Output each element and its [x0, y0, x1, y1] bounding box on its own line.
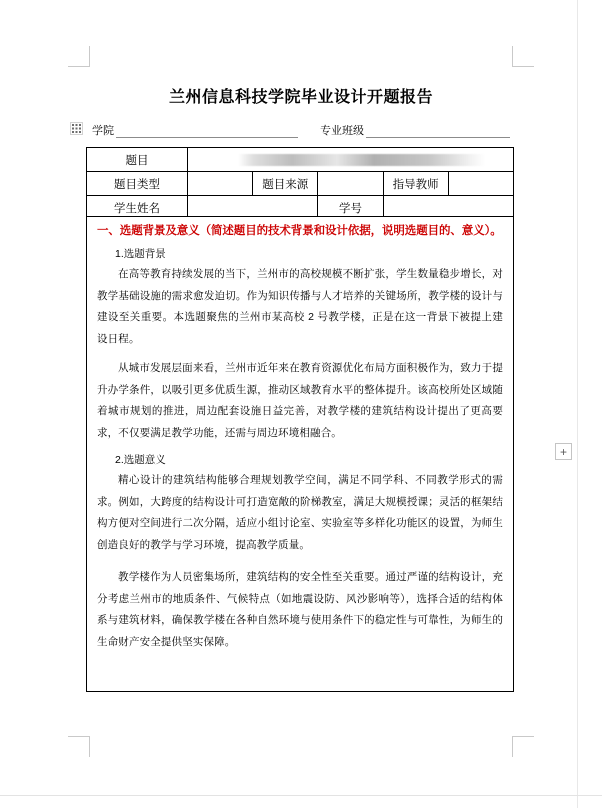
field-major-class[interactable] — [320, 124, 510, 138]
section-heading-background-significance: 一、选题背景及意义（简述题目的技术背景和设计依据，说明选题目的、意义）。 — [97, 225, 502, 237]
bottom-edge-divider — [0, 795, 602, 796]
field-college[interactable] — [92, 124, 298, 138]
paragraph-significance-1: 精心设计的建筑结构能够合理规划教学空间，满足不同学科、不同教学形式的需求。例如，大跨度的结构设计可打造宽敞的阶梯教室，满足大规模授课；灵活的框架结构方便对空间进行二次分隔，适应小组讨论室、实验室等多样化功能区的设置，为师生创造良好的教学与学习环境，提高教学质量。 — [97, 474, 503, 551]
field-major-class-label: 专业班级 — [320, 125, 364, 137]
cell-title-type-value[interactable] — [188, 172, 253, 196]
paragraph-spacer — [97, 558, 503, 567]
field-major-class-blank[interactable] — [366, 124, 510, 138]
page-title: 兰州信息科技学院毕业设计开题报告 — [168, 89, 433, 106]
table-row — [87, 148, 514, 172]
field-college-blank[interactable] — [116, 124, 298, 138]
insert-row-button[interactable]: + — [555, 443, 572, 460]
margin-mark-top-right — [512, 46, 534, 68]
margin-mark-bottom-left — [68, 735, 90, 757]
cell-title-source-value[interactable] — [318, 172, 383, 196]
cell-student-id-label: 学号 — [318, 196, 383, 220]
margin-mark-top-left — [68, 46, 90, 68]
cell-student-name-label: 学生姓名 — [87, 196, 188, 220]
header-fields — [92, 124, 514, 142]
cell-title-type-label: 题目类型 — [87, 172, 188, 196]
paragraph-background-1: 在高等教育持续发展的当下，兰州市的高校规模不断扩张，学生数量稳步增长，对教学基础设施的需求愈发迫切。作为知识传播与人才培养的关键场所，教学楼的设计与建设至关重要。本选题聚焦的兰州市某高校 2 号教学楼，正是在这一背景下被提上建设日程。 — [97, 268, 503, 345]
paragraph-background-2: 从城市发展层面来看，兰州市近年来在教育资源优化布局方面积极作为，致力于提升办学条件，以吸引更多优质生源，推动区域教育水平的整体提升。该高校所处区域随着城市规划的推进，周边配套设施日益完善，对教学楼的建筑结构设计提出了更高要求，不仅要满足教学功能，还需与周边环境相融合。 — [97, 362, 503, 439]
field-college-label: 学院 — [92, 125, 114, 137]
sub-heading-topic-background: 1.选题背景 — [115, 248, 166, 260]
paragraph-significance-2: 教学楼作为人员密集场所，建筑结构的安全性至关重要。通过严谨的结构设计，充分考虑兰州市的地质条件、气候特点（如地震设防、风沙影响等），选择合适的结构体系与建筑材料，确保教学楼在各种自然环境与使用条件下的稳定性与可靠性，为师生的生命财产安全提供坚实保障。 — [97, 571, 503, 648]
margin-mark-bottom-right — [512, 735, 534, 757]
table-row — [87, 172, 514, 196]
content-body-box[interactable] — [86, 216, 514, 692]
cell-title-label: 题目 — [87, 148, 188, 172]
redaction-bar — [238, 154, 485, 166]
right-edge-divider — [577, 0, 578, 808]
cell-advisor-value[interactable] — [448, 172, 513, 196]
cell-title-source-label: 题目来源 — [253, 172, 318, 196]
cell-title-value-redacted[interactable] — [188, 148, 514, 172]
project-info-table — [86, 147, 514, 220]
cell-advisor-label: 指导教师 — [383, 172, 448, 196]
sub-heading-topic-significance: 2.选题意义 — [115, 454, 166, 466]
table-move-handle-icon[interactable] — [70, 122, 83, 135]
